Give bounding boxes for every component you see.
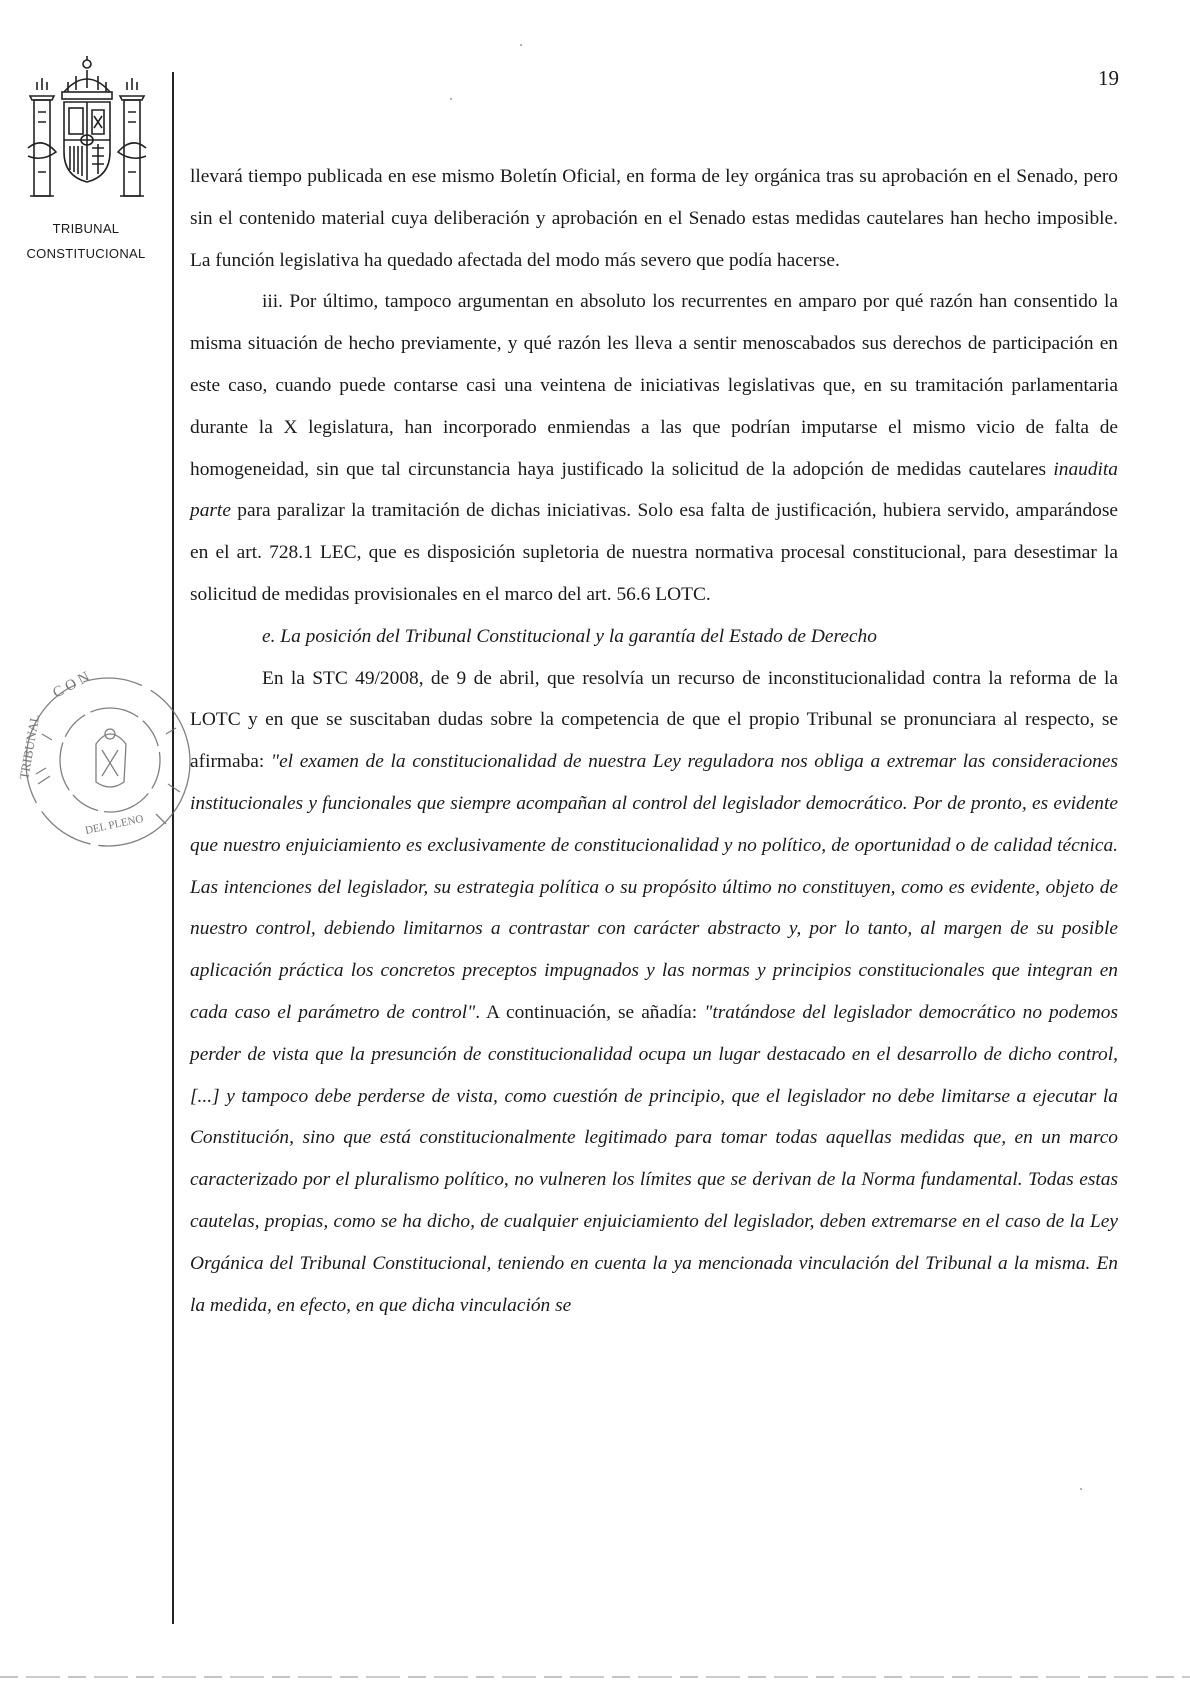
paragraph-iii-text-a: iii. Por último, tampoco argumentan en absoluto los recurrentes en amparo por qué razón han consentido la misma situación de hecho previamente, y qué razón les lleva a sentir menoscabados sus derechos de participación en este caso, cuando puede contarse casi una veintena de iniciativas legislativas que, en su tramitación parlamentaria durante la X legislatura, han incorporado enmiendas a las que podrían imputarse el mismo vicio de falta de homogeneidad, sin que tal circunstancia haya justificado la solicitud de la adopción de medidas cautelares bbox=[190, 291, 1118, 480]
paragraph-stc-quote bbox=[190, 658, 1118, 1327]
quotation-2: "tratándose del legislador democrático no podemos perder de vista que la presunción de constitucionalidad ocupa un lugar destacado en el desarrollo de dicho control, [...] y tampoco debe perderse de vista, como cuestión de principio, que el legislador no debe limitarse a ejecutar la Constitución, sino que está constitucionalmente legitimado para tomar todas aquellas medidas que, en un marco caracterizado por el pluralismo político, no vulneren los límites que se derivan de la Norma fundamental. Todas estas cautelas, propias, como se ha dicho, de cualquier enjuiciamiento del legislador, deben extremarse en el caso de la Ley Orgánica del Tribunal Constitucional, teniendo en cuenta la ya mencionada vinculación del Tribunal a la misma. En la medida, en efecto, en que dicha vinculación se bbox=[190, 1001, 1118, 1316]
scan-speck bbox=[520, 44, 522, 46]
paragraph-iii bbox=[190, 281, 1118, 615]
paragraph-iii-latin-term: inaudita parte bbox=[190, 458, 1118, 522]
paragraph-iii-text-b: para paralizar la tramitación de dichas iniciativas. Solo esa falta de justificación, hubiera servido, amparándose en el art. 728.1 LEC, que es disposición supletoria de nuestra normativa procesal constitucional, para desestimar la solicitud de medidas provisionales en el marco del art. 56.6 LOTC. bbox=[190, 500, 1118, 605]
scan-artifact-line bbox=[0, 1676, 1190, 1678]
paragraph-continuation: llevará tiempo publicada en ese mismo Boletín Oficial, en forma de ley orgánica tras su aprobación en el Senado, pero sin el contenido material cuya deliberación y aprobación en el Senado estas medidas cautelares han hecho imposible. La función legislativa ha quedado afectada del modo más severo que podía hacerse. bbox=[190, 166, 1118, 271]
institution-name bbox=[6, 216, 166, 266]
paragraph-stc-connector: . A continuación, se añadía: bbox=[475, 1001, 705, 1023]
svg-text:C O N: C O N bbox=[50, 669, 93, 702]
svg-text:DEL PLENO: DEL PLENO bbox=[84, 812, 145, 837]
coat-of-arms-icon bbox=[24, 52, 150, 202]
quotation-1: "el examen de la constitucionalidad de nuestra Ley reguladora nos obliga a extremar las consideraciones institucionales y funcionales que siempre acompañan al control del legislador democrático. Por de pronto, es evidente que nuestro enjuiciamiento es exclusivamente de constitucionalidad y no político, de oportunidad o de calidad técnica. Las intenciones del legislador, su estrategia política o su propósito último no constituyen, como es evidente, objeto de nuestro control, debiendo limitarnos a contrastar con carácter abstracto y, por lo tanto, al margen de su posible aplicación práctica los concretos preceptos impugnados y las normas y principios constitucionales que integran en cada caso el parámetro de control" bbox=[190, 751, 1118, 1023]
official-stamp-icon bbox=[16, 664, 194, 860]
document-body bbox=[190, 156, 1118, 1326]
institution-line-1: TRIBUNAL bbox=[52, 221, 120, 236]
scan-speck bbox=[1080, 1488, 1082, 1490]
page-number: 19 bbox=[1098, 66, 1119, 90]
section-heading-e: e. La posición del Tribunal Constitucional y la garantía del Estado de Derecho bbox=[262, 625, 877, 647]
institution-line-2: CONSTITUCIONAL bbox=[26, 246, 146, 261]
scan-speck bbox=[450, 98, 452, 100]
paragraph-stc-intro: En la STC 49/2008, de 9 de abril, que resolvía un recurso de inconstitucionalidad contra la reforma de la LOTC y en que se suscitaban dudas sobre la competencia de que el propio Tribunal se pronunciara al respecto, se afirmaba: bbox=[190, 667, 1118, 773]
svg-text:TRIBUNAL: TRIBUNAL bbox=[16, 713, 43, 781]
